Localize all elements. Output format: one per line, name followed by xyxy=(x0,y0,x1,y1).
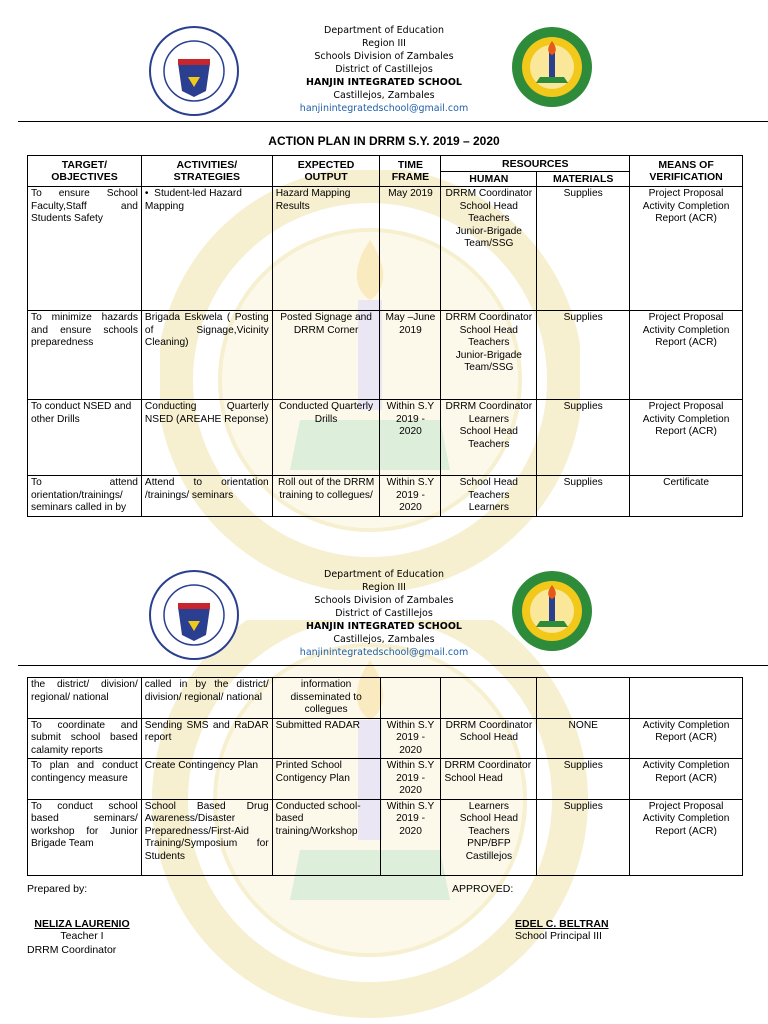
preparer-name: NELIZA LAURENIO xyxy=(34,918,130,930)
cell-human xyxy=(441,759,537,800)
letterhead-page2 xyxy=(0,544,768,674)
human-item: Junior-Brigade Team/SSG xyxy=(455,225,522,249)
cell-activities: Brigada Eskwela ( Posting of Signage,Vicinity Cleaning) xyxy=(141,311,272,400)
cell-output: Roll out of the DRRM training to collegues/ xyxy=(272,476,380,517)
means-item: Report (ACR) xyxy=(655,825,717,837)
cell-time: Within S.Y 2019 - 2020 xyxy=(380,718,441,759)
col-activities: ACTIVITIES/ STRATEGIES xyxy=(141,156,272,187)
human-item: DRRM Coordinator xyxy=(445,401,533,412)
cell-activities: Attend to orientation /trainings/ seminars xyxy=(141,476,272,517)
table-row xyxy=(28,476,743,517)
cell-means xyxy=(630,799,743,875)
table-row xyxy=(28,311,743,400)
preparer-block xyxy=(27,918,137,942)
prepared-label: Prepared by: xyxy=(27,883,88,895)
action-plan-table xyxy=(27,155,743,517)
human-item: Learners xyxy=(468,800,510,812)
approver-name: EDEL C. BELTRAN xyxy=(515,918,609,930)
approved-label: APPROVED: xyxy=(452,883,514,895)
cell-means xyxy=(630,759,743,800)
human-item: School Head xyxy=(459,426,518,437)
table-row xyxy=(28,678,743,719)
cell-activities: • Student-led Hazard Mapping xyxy=(141,187,272,311)
cell-activities-text: Student-led Hazard Mapping xyxy=(144,188,242,212)
cell-activities: Create Contingency Plan xyxy=(141,759,272,800)
cell-output: Submitted RADAR xyxy=(272,718,380,759)
cell-means xyxy=(630,311,743,400)
means-item: Activity Completion xyxy=(642,324,730,336)
means-item: Activity Completion xyxy=(642,760,730,771)
cell-target: the district/ division/ regional/ national xyxy=(28,678,142,719)
human-item: Teachers xyxy=(468,337,510,348)
cell-time xyxy=(380,678,441,719)
header-line-3: Schools Division of Zambales xyxy=(314,595,454,606)
cell-target: To minimize hazards and ensure schools preparedness xyxy=(28,311,142,400)
cell-activities: Sending SMS and RaDAR report xyxy=(141,718,272,759)
approver-title: School Principal III xyxy=(515,930,602,942)
cell-means xyxy=(630,476,743,517)
cell-target: To attend orientation/trainings/ seminars called in by xyxy=(28,476,142,517)
means-item: Project Proposal xyxy=(648,401,724,412)
cell-target: To conduct school based seminars/ workshop for Junior Brigade Team xyxy=(28,799,142,875)
cell-time: Within S.Y 2019 - 2020 xyxy=(380,759,441,800)
cell-means xyxy=(630,400,743,476)
means-item: Project Proposal xyxy=(648,188,724,199)
human-item: Teachers xyxy=(468,213,510,224)
cell-human xyxy=(441,718,537,759)
cell-target: To coordinate and submit school based calamity reports xyxy=(28,718,142,759)
human-item: Learners xyxy=(468,413,509,425)
cell-target: To ensure School Faculty,Staff and Students Safety xyxy=(28,187,142,311)
cell-human xyxy=(441,678,537,719)
action-plan-table-continued xyxy=(27,677,743,876)
human-item: School Head xyxy=(459,477,518,488)
school-name: HANJIN INTEGRATED SCHOOL xyxy=(306,621,462,632)
human-item: DRRM Coordinator xyxy=(445,719,533,731)
cell-time: Within S.Y 2019 - 2020 xyxy=(380,799,441,875)
cell-activities: called in by the district/ division/ regional/ national xyxy=(141,678,272,719)
means-item: Activity Completion xyxy=(642,200,730,212)
header-line-4: District of Castillejos xyxy=(335,64,433,75)
cell-output: Conducted Quarterly Drills xyxy=(272,400,380,476)
cell-means xyxy=(630,718,743,759)
human-item: Learners xyxy=(468,502,509,513)
col-human: HUMAN xyxy=(441,172,537,187)
human-item: School Head xyxy=(459,813,519,824)
table-row xyxy=(28,799,743,875)
cell-time: May –June 2019 xyxy=(380,311,441,400)
school-seal-icon xyxy=(510,569,594,653)
human-item: Teachers xyxy=(468,825,510,837)
school-place: Castillejos, Zambales xyxy=(333,90,435,101)
cell-target: To conduct NSED and other Drills xyxy=(28,400,142,476)
cell-human xyxy=(441,476,537,517)
col-output: EXPECTED OUTPUT xyxy=(272,156,380,187)
cell-materials: Supplies xyxy=(537,400,630,476)
cell-materials: Supplies xyxy=(537,799,630,875)
cell-human xyxy=(441,311,537,400)
cell-materials: NONE xyxy=(537,718,630,759)
col-target: TARGET/ OBJECTIVES xyxy=(28,156,142,187)
header-line-2: Region III xyxy=(362,38,406,49)
table-row xyxy=(28,759,743,800)
human-item: School Head xyxy=(459,324,518,336)
means-item: Project Proposal xyxy=(648,312,724,323)
cell-activities: School Based Drug Awareness/Disaster Preparedness/First-Aid Training/Symposium for Students xyxy=(141,799,272,875)
col-materials: MATERIALS xyxy=(537,172,630,187)
cell-materials xyxy=(537,678,630,719)
cell-time: Within S.Y 2019 - 2020 xyxy=(380,476,441,517)
cell-materials: Supplies xyxy=(537,759,630,800)
cell-output: Printed School Contigency Plan xyxy=(272,759,380,800)
means-item: Activity Completion xyxy=(642,719,730,731)
human-item: DRRM Coordinator xyxy=(445,312,533,323)
school-place: Castillejos, Zambales xyxy=(333,634,435,645)
human-item: PNP/BFP xyxy=(467,838,511,849)
cell-means xyxy=(630,187,743,311)
human-item: Junior-Brigade Team/SSG xyxy=(455,349,522,373)
cell-activities: Conducting Quarterly NSED (AREAHE Reponse) xyxy=(141,400,272,476)
table-row xyxy=(28,187,743,311)
letterhead xyxy=(0,0,768,130)
means-item: Activity Completion xyxy=(642,413,730,425)
means-item: Report (ACR) xyxy=(655,772,717,784)
means-item: Report (ACR) xyxy=(655,337,717,348)
header-divider xyxy=(18,121,768,122)
header-line-3: Schools Division of Zambales xyxy=(314,51,454,62)
school-email[interactable]: hanjinintegratedschool@gmail.com xyxy=(299,647,469,658)
header-divider-page2 xyxy=(18,665,768,666)
col-resources: RESOURCES xyxy=(441,156,630,172)
cell-materials: Supplies xyxy=(537,476,630,517)
cell-human xyxy=(441,400,537,476)
school-name: HANJIN INTEGRATED SCHOOL xyxy=(306,77,462,88)
approver-block xyxy=(515,918,609,942)
col-means: MEANS OF VERIFICATION xyxy=(630,156,743,187)
cell-materials: Supplies xyxy=(537,187,630,311)
human-item: School Head xyxy=(459,200,518,212)
header-line-2: Region III xyxy=(362,582,406,593)
human-item: Teachers xyxy=(468,438,510,450)
cell-means xyxy=(630,678,743,719)
human-item: Teachers xyxy=(468,489,510,501)
school-seal-icon xyxy=(510,25,594,109)
means-item: Report (ACR) xyxy=(655,213,717,224)
means-item: Report (ACR) xyxy=(655,426,717,437)
table-row xyxy=(28,718,743,759)
cell-time: May 2019 xyxy=(380,187,441,311)
cell-human xyxy=(441,187,537,311)
cell-human xyxy=(441,799,537,875)
header-line-1: Department of Education xyxy=(324,25,444,36)
means-item: Report (ACR) xyxy=(655,732,717,743)
human-item: DRRM Coordinator xyxy=(444,760,532,771)
means-item: Project Proposal xyxy=(648,800,724,812)
cell-output: Hazard Mapping Results xyxy=(272,187,380,311)
preparer-title: Teacher I xyxy=(60,930,104,942)
human-item: School Head xyxy=(459,732,519,743)
cell-time: Within S.Y 2019 - 2020 xyxy=(380,400,441,476)
header-line-1: Department of Education xyxy=(324,569,444,580)
table-row xyxy=(28,400,743,476)
preparer-role: DRRM Coordinator xyxy=(27,944,117,956)
cell-materials: Supplies xyxy=(537,311,630,400)
header-line-4: District of Castillejos xyxy=(335,608,433,619)
human-item: DRRM Coordinator xyxy=(445,188,533,199)
school-email[interactable]: hanjinintegratedschool@gmail.com xyxy=(299,103,469,114)
means-item: Certificate xyxy=(663,477,709,488)
cell-output: Conducted school-based training/Workshop xyxy=(272,799,380,875)
cell-target: To plan and conduct contingency measure xyxy=(28,759,142,800)
means-item: Activity Completion xyxy=(642,813,730,824)
plan-title: ACTION PLAN IN DRRM S.Y. 2019 – 2020 xyxy=(268,134,500,148)
cell-output: information disseminated to collegues xyxy=(272,678,380,719)
human-item: School Head xyxy=(444,772,503,784)
col-time: TIME FRAME xyxy=(380,156,441,187)
cell-output: Posted Signage and DRRM Corner xyxy=(272,311,380,400)
human-item: Castillejos xyxy=(465,850,513,862)
